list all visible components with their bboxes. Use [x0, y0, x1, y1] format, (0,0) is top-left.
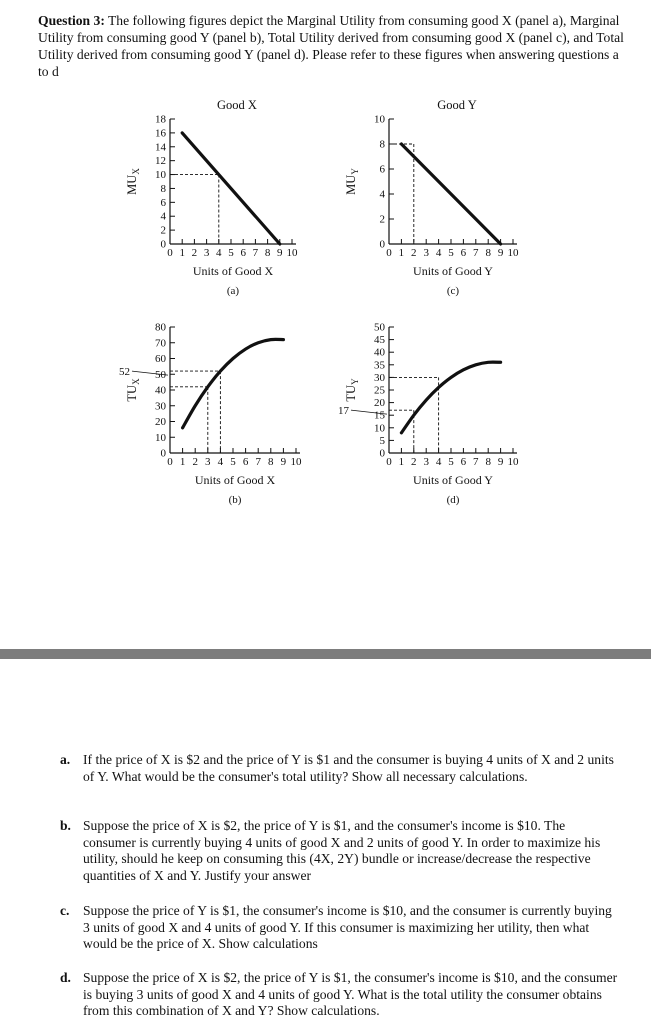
- x-tick-label: 2: [411, 247, 417, 259]
- y-tick-label: 80: [155, 321, 166, 334]
- series-line: [401, 362, 500, 433]
- y-tick-label: 60: [155, 353, 166, 365]
- y-tick-label: 50: [374, 321, 385, 334]
- question-intro-text: The following figures depict the Marginal Utility from consuming good X (panel a), Marginal Utility from consuming good Y (panel b), Total Utility derived from consuming good X (panel c), and Total Utility derived from consuming good Y (panel d). Please refer to these figures when answering questions a to d: [38, 13, 624, 79]
- chart-title: Good Y: [437, 98, 477, 112]
- utility-figures: [0, 95, 651, 525]
- question-b-label: b.: [60, 818, 71, 833]
- x-tick-label: 8: [485, 247, 491, 259]
- y-tick-label: 40: [374, 346, 385, 359]
- y-tick-label: 16: [155, 127, 166, 140]
- y-tick-label: 6: [160, 196, 166, 209]
- x-tick-label: 2: [191, 247, 198, 259]
- y-tick-label: 0: [160, 238, 166, 251]
- x-tick-label: 7: [255, 456, 261, 468]
- panel-label: (a): [226, 285, 240, 297]
- x-tick-label: 6: [460, 456, 467, 468]
- chart-panel-3: [119, 322, 302, 507]
- series-line: [183, 339, 284, 427]
- y-tick-label: 30: [155, 400, 166, 413]
- x-tick-label: 1: [179, 456, 186, 468]
- y-tick-label: 40: [155, 384, 166, 397]
- y-tick-label: 25: [374, 384, 385, 397]
- question-a: [60, 752, 620, 785]
- annotation-label: 52: [119, 366, 130, 379]
- x-tick-label: 3: [205, 456, 211, 468]
- y-axis-label: $TU_Y$: [344, 378, 360, 402]
- question-label: Question 3:: [38, 13, 105, 28]
- y-tick-label: 0: [160, 447, 166, 460]
- y-tick-label: 0: [379, 447, 385, 460]
- y-tick-label: 30: [374, 371, 385, 384]
- question-b-text: Suppose the price of X is $2, the price of Y is $1, and the consumer's income is $10. The consumer is currently buying 4 units of good X and 2 units of good Y. In order to maximize his utility, should he keep on consuming this (4X, 2Y) bundle or increase/decrease the respective quantities of X and Y. Justify your answer: [83, 818, 601, 883]
- y-tick-label: 45: [374, 334, 385, 347]
- y-tick-label: 0: [379, 238, 385, 251]
- x-tick-label: 3: [423, 247, 429, 259]
- x-tick-label: 4: [435, 456, 442, 468]
- y-tick-label: 12: [155, 155, 166, 168]
- x-tick-label: 10: [286, 247, 298, 259]
- chart-title: Good X: [217, 98, 257, 112]
- y-tick-label: 4: [160, 210, 166, 223]
- x-tick-label: 1: [179, 247, 185, 259]
- y-tick-label: 18: [155, 113, 166, 126]
- panel-label: (c): [446, 285, 460, 297]
- chart-panel-1: [125, 98, 298, 297]
- x-tick-label: 4: [216, 247, 222, 259]
- x-tick-label: 8: [485, 456, 491, 468]
- x-tick-label: 9: [280, 456, 287, 468]
- question-c: [60, 903, 620, 953]
- x-tick-label: 7: [252, 247, 259, 259]
- y-tick-label: 35: [374, 359, 385, 372]
- y-tick-label: 10: [374, 113, 385, 126]
- x-tick-label: 1: [398, 456, 405, 468]
- y-tick-label: 8: [379, 138, 385, 151]
- x-axis-label: Units of Good X: [194, 473, 276, 487]
- question-a-label: a.: [60, 752, 71, 767]
- y-tick-label: 10: [155, 169, 166, 182]
- x-tick-label: 0: [167, 456, 173, 468]
- x-tick-label: 9: [497, 456, 504, 468]
- question-intro: [38, 12, 628, 80]
- x-tick-label: 8: [264, 247, 271, 259]
- x-axis-label: Units of Good X: [192, 264, 274, 278]
- panel-label: (b): [228, 494, 242, 506]
- chart-panel-4: [338, 322, 519, 507]
- series-line: [401, 144, 500, 244]
- y-tick-label: 10: [155, 431, 166, 444]
- x-tick-label: 2: [411, 456, 417, 468]
- x-tick-label: 10: [507, 456, 519, 468]
- x-tick-label: 4: [435, 247, 442, 259]
- y-tick-label: 10: [374, 422, 385, 435]
- x-tick-label: 3: [423, 456, 429, 468]
- x-tick-label: 5: [228, 247, 234, 259]
- x-tick-label: 0: [386, 456, 392, 468]
- x-axis-label: Units of Good Y: [413, 473, 493, 487]
- x-tick-label: 5: [448, 247, 454, 259]
- question-b: [60, 818, 620, 884]
- series-line: [182, 133, 280, 244]
- y-tick-label: 6: [379, 163, 385, 176]
- x-tick-label: 2: [192, 456, 198, 468]
- y-tick-label: 2: [379, 213, 385, 226]
- x-tick-label: 8: [268, 456, 274, 468]
- y-tick-label: 4: [379, 188, 385, 201]
- y-axis-label: $TU_X$: [125, 378, 141, 402]
- question-c-label: c.: [60, 903, 70, 918]
- y-tick-label: 14: [155, 141, 166, 154]
- panel-label: (d): [446, 494, 460, 506]
- x-tick-label: 0: [386, 247, 392, 259]
- x-tick-label: 0: [167, 247, 173, 259]
- x-tick-label: 5: [230, 456, 236, 468]
- x-tick-label: 7: [473, 247, 479, 259]
- chart-panel-2: [344, 98, 519, 297]
- x-tick-label: 9: [277, 247, 283, 259]
- question-a-text: If the price of X is $2 and the price of Y is $1 and the consumer is buying 4 units of X and 2 units of Y. What would be the consumer's total utility? Show all necessary calculations.: [83, 752, 614, 784]
- y-tick-label: 15: [374, 409, 385, 422]
- x-tick-label: 7: [473, 456, 479, 468]
- annotation-label: 17: [338, 405, 349, 418]
- section-divider: [0, 649, 651, 659]
- question-d: [60, 970, 620, 1020]
- y-tick-label: 5: [379, 434, 385, 447]
- y-tick-label: 20: [374, 397, 385, 410]
- y-tick-label: 50: [155, 368, 166, 381]
- y-tick-label: 8: [160, 182, 166, 195]
- y-tick-label: 2: [160, 224, 166, 237]
- x-tick-label: 9: [497, 247, 504, 259]
- x-tick-label: 10: [507, 247, 519, 259]
- question-d-label: d.: [60, 970, 71, 985]
- x-tick-label: 3: [203, 247, 210, 259]
- y-axis-label: $MU_Y$: [344, 168, 360, 195]
- x-tick-label: 4: [217, 456, 224, 468]
- question-c-text: Suppose the price of Y is $1, the consumer's income is $10, and the consumer is currently buying 3 units of good X and 4 units of good Y. If this consumer is maximizing her utility, then what would be the price of X. Show calculations: [83, 903, 612, 952]
- x-tick-label: 10: [290, 456, 302, 468]
- x-tick-label: 1: [398, 247, 405, 259]
- y-tick-label: 20: [155, 416, 166, 428]
- y-tick-label: 70: [155, 337, 166, 350]
- question-d-text: Suppose the price of X is $2, the price of Y is $1, the consumer's income is $10, and the consumer is buying 3 units of good X and 4 units of good Y. What is the total utility the consumer obtains from this combination of X and Y? Show calculations.: [83, 970, 618, 1019]
- x-tick-label: 5: [448, 456, 454, 468]
- x-tick-label: 6: [460, 247, 467, 259]
- y-axis-label: $MU_X$: [125, 168, 141, 195]
- x-tick-label: 6: [242, 456, 249, 468]
- x-axis-label: Units of Good Y: [413, 264, 493, 278]
- x-tick-label: 6: [240, 247, 246, 259]
